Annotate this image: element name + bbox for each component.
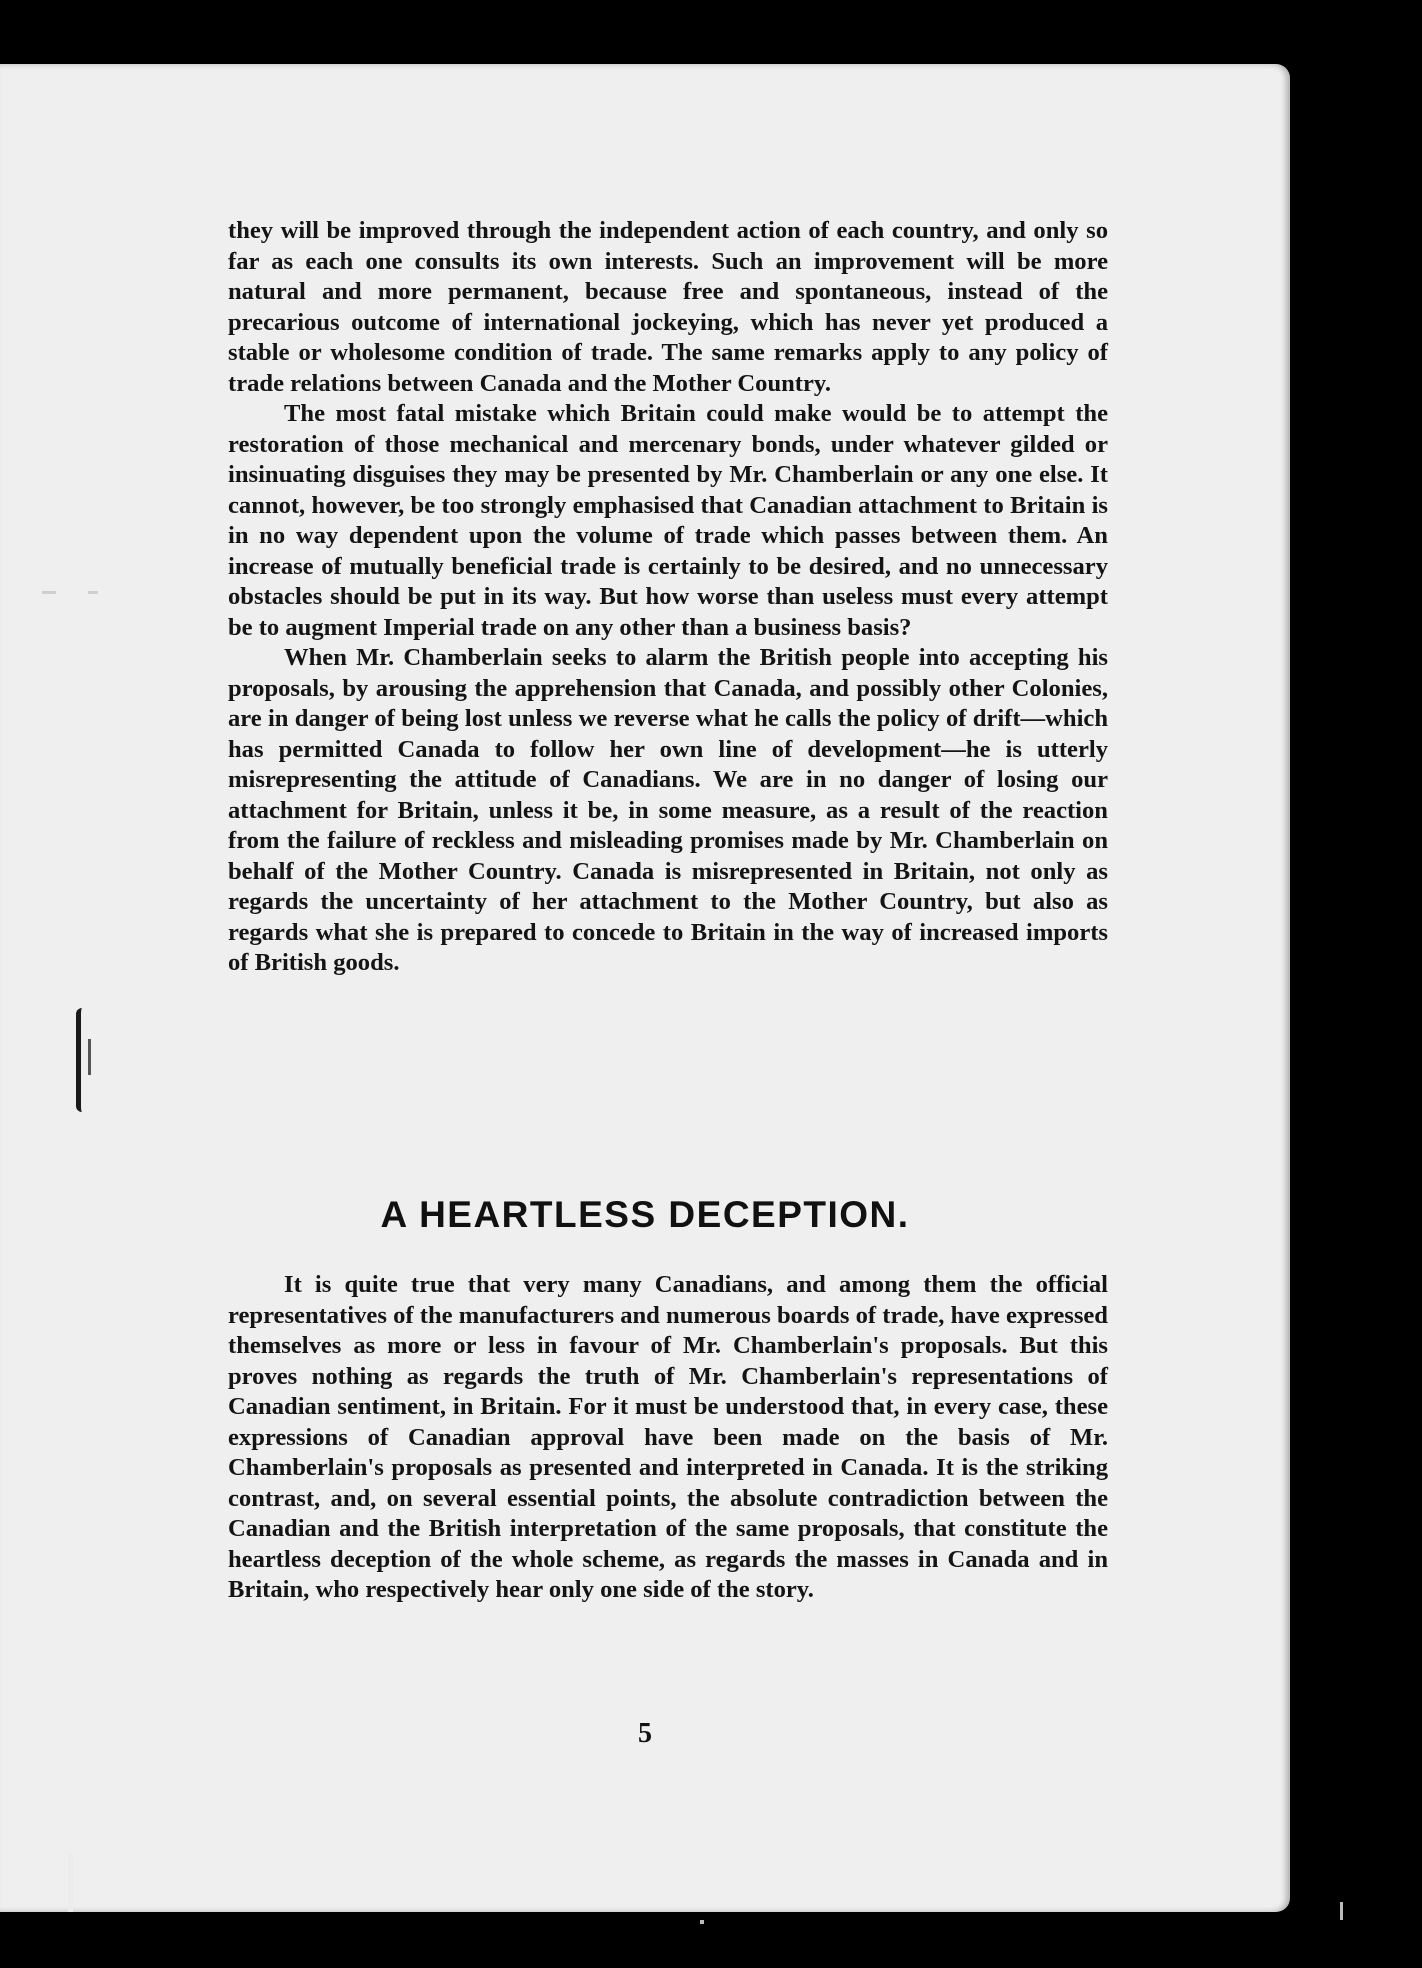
document-page xyxy=(0,64,1290,1912)
scan-artifact xyxy=(42,591,56,594)
paragraph: It is quite true that very many Canadians, and among them the official representatives of the manufacturers and numerous boards of trade, have expressed themselves as more or less in favour of Mr. Chamberlain's proposals. But this proves nothing as regards the truth of Mr. Chamberlain's representations of Canadian sentiment, in Britain. For it must be understood that, in every case, these expressions of Canadian approval have been made on the basis of Mr. Chamberlain's proposals as presented and interpreted in Canada. It is the striking contrast, and, on several essential points, the absolute contradiction between the Canadian and the British interpretation of the same proposals, that constitute the heartless deception of the whole scheme, as regards the masses in Canada and in Britain, who respectively hear only one side of the story. xyxy=(228,1271,1108,1603)
body-text-top xyxy=(228,216,1108,979)
paragraph: When Mr. Chamberlain seeks to alarm the British people into accepting his proposals, by arousing the apprehension that Canada, and possibly other Colonies, are in danger of being lost unless we reverse what he calls the policy of drift—which has permitted Canada to follow her own line of development—he is utterly misrepresenting the attitude of Canadians. We are in no danger of losing our attachment for Britain, unless it be, in some measure, as a result of the reaction from the failure of reckless and misleading promises made by Mr. Chamberlain on behalf of the Mother Country. Canada is misrepresented in Britain, not only as regards the uncertainty of her attachment to the Mother Country, but also as regards what she is prepared to concede to Britain in the way of increased imports of British goods. xyxy=(228,644,1108,976)
body-text-bottom xyxy=(228,1270,1108,1606)
binding-mark xyxy=(88,1039,98,1075)
paragraph: The most fatal mistake which Britain could make would be to attempt the restoration of those mechanical and mercenary bonds, under whatever gilded or insinuating disguises they may be presented by Mr. Chamberlain or any one else. It cannot, however, be too strongly emphasised that Canadian attachment to Britain is in no way dependent upon the volume of trade which passes between them. An increase of mutually beneficial trade is certainly to be desired, and no unnecessary obstacles should be put in its way. But how worse than useless must every attempt be to augment Imperial trade on any other than a business basis? xyxy=(228,400,1108,641)
section-heading: A HEARTLESS DECEPTION. xyxy=(380,1194,910,1235)
scan-artifact xyxy=(700,1920,704,1924)
scan-artifact xyxy=(1340,1902,1343,1920)
scan-artifact xyxy=(88,591,98,594)
scan-artifact xyxy=(68,1854,73,1912)
page-number: 5 xyxy=(638,1718,652,1749)
paragraph: they will be improved through the independent action of each country, and only so far as each one consults its own interests. Such an improvement will be more natural and more permanent, because free and spontaneous, instead of the precarious outcome of international jockeying, which has never yet produced a stable or wholesome condition of trade. The same remarks apply to any policy of trade relations between Canada and the Mother Country. xyxy=(228,217,1108,397)
